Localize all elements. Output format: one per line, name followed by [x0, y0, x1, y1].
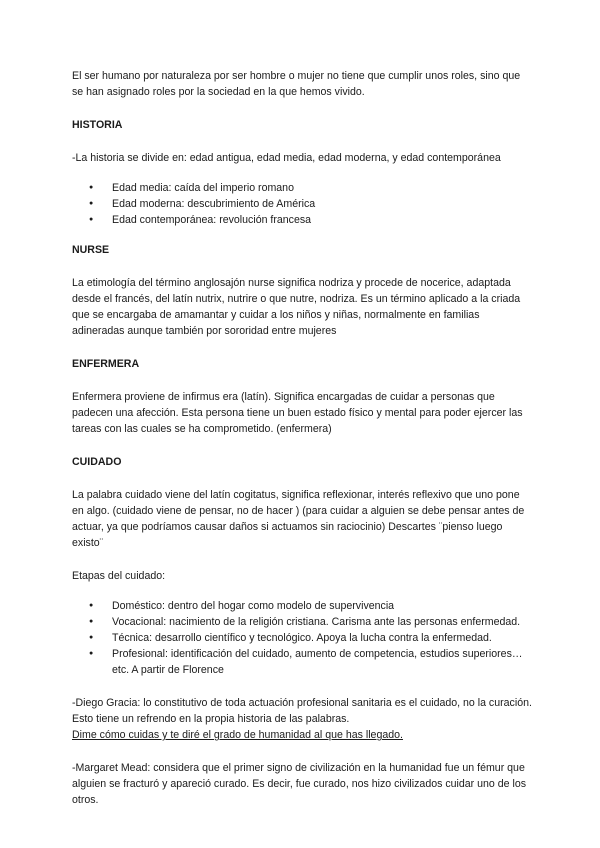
- nurse-paragraph: La etimología del término anglosajón nurse significa nodriza y procede de nocerice, adaptada desde el francés, del latín nutrix, nutrire o que nutre, nodriza. Es un término aplicado a la criada que se encargaba de amamantar y cuidar a los niños y niñas, normalmente en familias adineradas aunque también por sororidad entre mujeres: [72, 277, 521, 337]
- historia-list: [72, 180, 532, 228]
- list-item: ● Profesional: identificación del cuidado, aumento de competencia, estudios superiores…etc. A partir de Florence: [72, 646, 532, 678]
- list-item: ● Doméstico: dentro del hogar como modelo de supervivencia: [72, 598, 532, 614]
- list-item: ● Edad contemporánea: revolución francesa: [72, 212, 532, 228]
- gracia-quote: Dime cómo cuidas y te diré el grado de humanidad al que has llegado.: [72, 729, 403, 741]
- gracia-paragraph: -Diego Gracia: lo constitutivo de toda actuación profesional sanitaria es el cuidado, no la curación. Esto tiene un refrendo en la propia historia de las palabras.: [72, 697, 532, 725]
- list-item: ● Edad moderna: descubrimiento de América: [72, 196, 532, 212]
- enfermera-heading: ENFERMERA: [72, 358, 140, 370]
- document-page: [72, 68, 532, 808]
- nurse-heading: NURSE: [72, 244, 110, 256]
- stages-label: Etapas del cuidado:: [72, 570, 166, 582]
- cuidado-heading: CUIDADO: [72, 456, 122, 468]
- list-item: ● Técnica: desarrollo científico y tecnológico. Apoya la lucha contra la enfermedad.: [72, 630, 532, 646]
- historia-paragraph: -La historia se divide en: edad antigua, edad media, edad moderna, y edad contemporánea: [72, 152, 501, 164]
- mead-paragraph: -Margaret Mead: considera que el primer signo de civilización en la humanidad fue un fémur que alguien se fracturó y apareció curado. Es decir, fue curado, nos hizo civilizados cuidar uno de los otros.: [72, 762, 527, 806]
- stages-list: [72, 598, 532, 678]
- list-item: ● Vocacional: nacimiento de la religión cristiana. Carisma ante las personas enfermedad.: [72, 614, 532, 630]
- cuidado-paragraph: La palabra cuidado viene del latín cogitatus, significa reflexionar, interés reflexivo que uno pone en algo. (cuidado viene de pensar, no de hacer ) (para cuidar a alguien se debe pensar antes de actuar, ya que podríamos causar daños si actuamos sin raciocinio) Descartes ¨pienso luego existo¨: [72, 489, 525, 549]
- enfermera-paragraph: Enfermera proviene de infirmus era (latín). Significa encargadas de cuidar a personas que padecen una afección. Esta persona tiene un buen estado físico y mental para poder ejercer las tareas con las cuales se ha comprometido. (enfermera): [72, 391, 523, 435]
- list-item: ● Edad media: caída del imperio romano: [72, 180, 532, 196]
- historia-heading: HISTORIA: [72, 119, 123, 131]
- intro-paragraph: El ser humano por naturaleza por ser hombre o mujer no tiene que cumplir unos roles, sino que se han asignado roles por la sociedad en la que hemos vivido.: [72, 70, 521, 98]
